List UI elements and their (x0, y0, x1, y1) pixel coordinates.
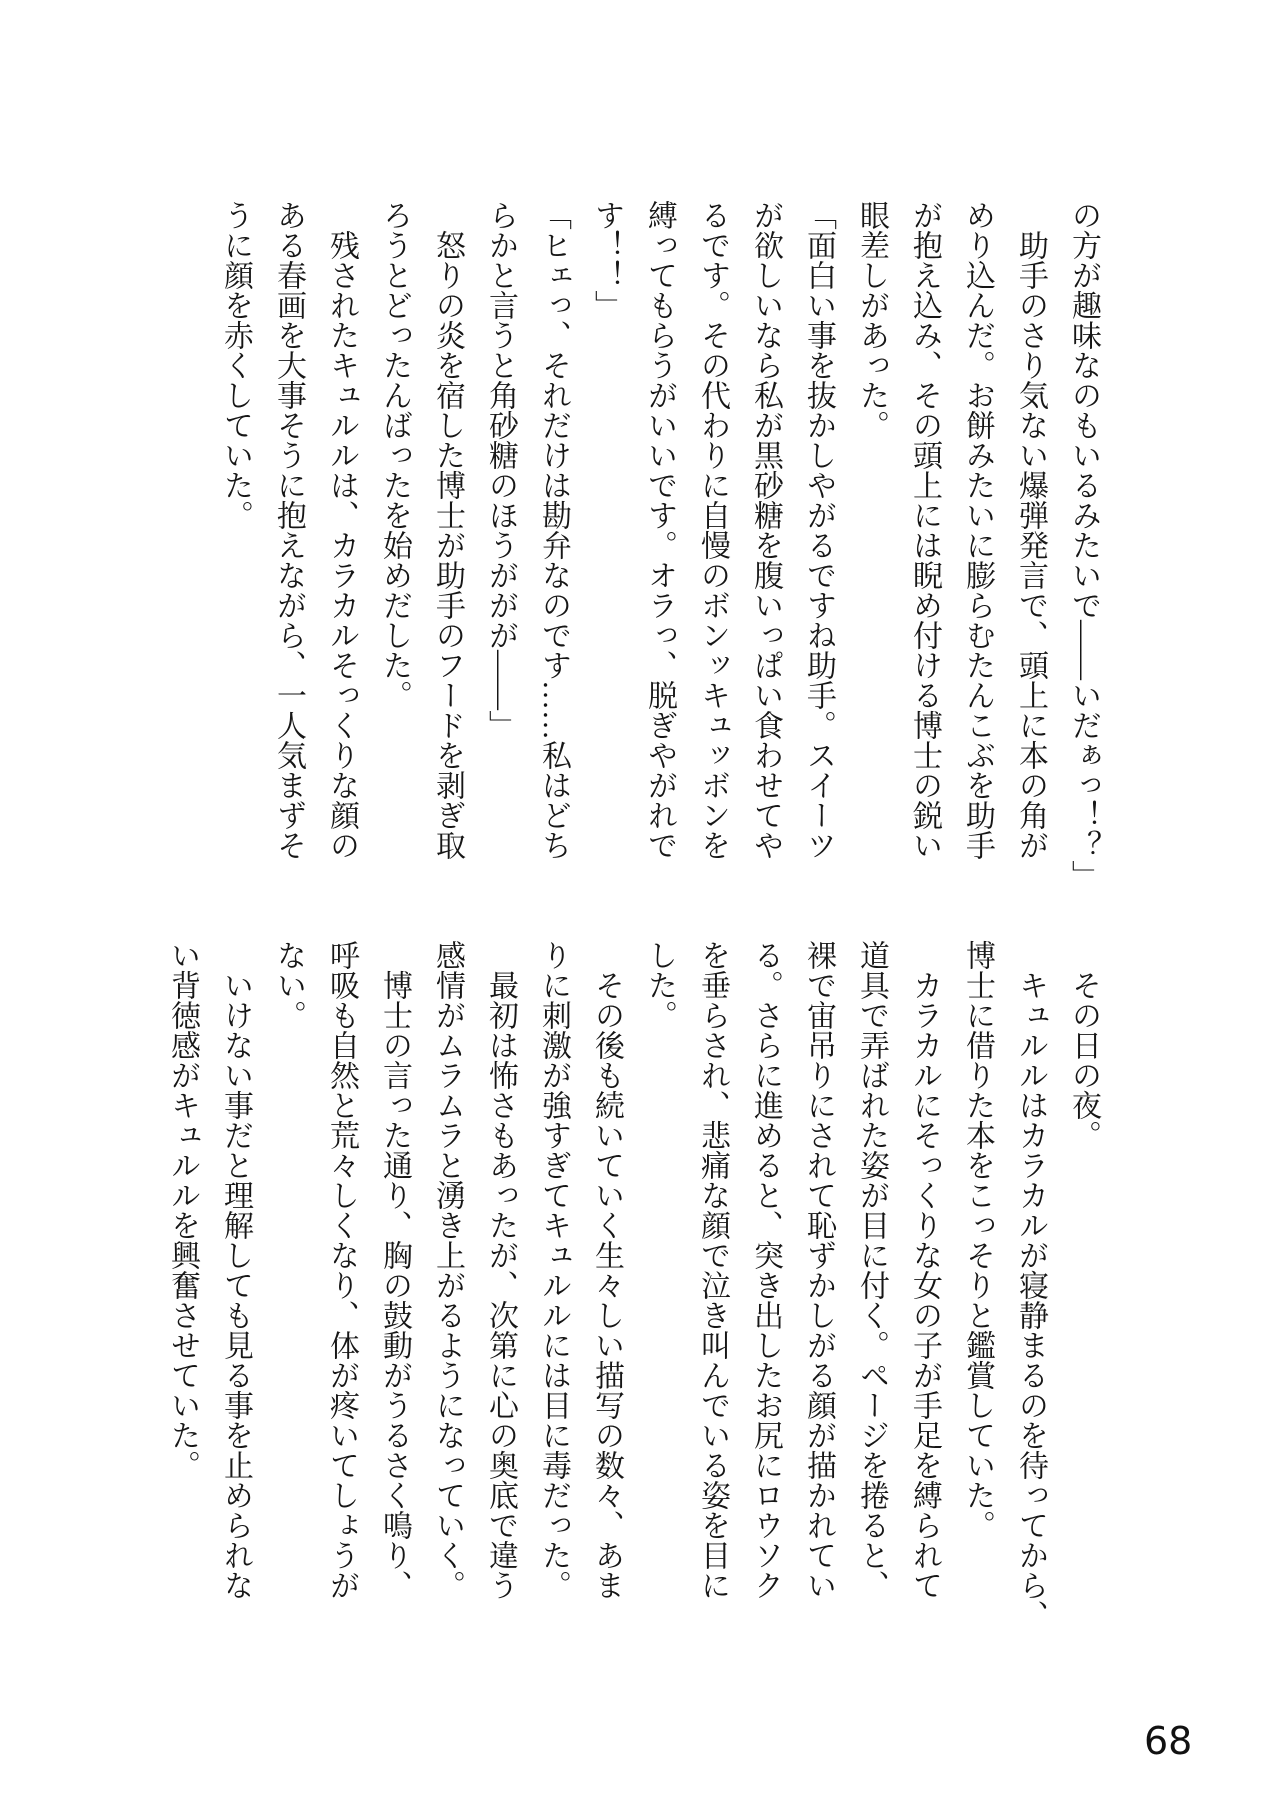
top-text-block (209, 200, 1110, 890)
text-line: 最初は怖さもあったが、次第に心の奥底で違う (484, 940, 517, 1600)
text-line: その日の夜。 (1067, 940, 1100, 1150)
text-line: 眼差しがあった。 (855, 200, 888, 440)
text-line: 助手のさり気ない爆弾発言で、頭上に本の角が (1014, 200, 1047, 860)
text-line: の方が趣味なのもいるみたいで――いだぁっ！？」 (1067, 200, 1100, 890)
text-line: 道具で弄ばれた姿が目に付く。ページを捲ると、 (855, 940, 888, 1600)
text-line: うに顔を赤くしていた。 (219, 200, 252, 530)
text-line: 博士の言った通り、胸の鼓動がうるさく鳴り、 (378, 940, 411, 1600)
text-line: 裸で宙吊りにされて恥ずかしがる顔が描かれてい (802, 940, 835, 1600)
text-line: る。さらに進めると、突き出したお尻にロウソク (749, 940, 782, 1600)
text-line: 呼吸も自然と荒々しくなり、体が疼いてしょうが (325, 940, 358, 1600)
text-line: を垂らされ、悲痛な顔で泣き叫んでいる姿を目に (696, 940, 729, 1600)
text-line: す！！」 (590, 200, 623, 320)
text-line: カラカルにそっくりな女の子が手足を縛られて (908, 940, 941, 1600)
text-line: りに刺激が強すぎてキュルルには目に毒だった。 (537, 940, 570, 1600)
text-line: るです。その代わりに自慢のボンッキュッボンを (696, 200, 729, 860)
bottom-text-block (156, 940, 1110, 1630)
page-number: 68 (1144, 1719, 1193, 1763)
text-line: 「ヒェっ、それだけは勘弁なのです……私はどち (537, 200, 570, 860)
text-line: 「面白い事を抜かしやがるですね助手。スイーツ (802, 200, 835, 860)
text-line: ない。 (272, 940, 305, 1030)
text-line: が欲しいなら私が黒砂糖を腹いっぱい食わせてや (749, 200, 782, 860)
text-line: ある春画を大事そうに抱えながら、一人気まずそ (272, 200, 305, 860)
text-line: 残されたキュルルは、カラカルそっくりな顔の (325, 200, 358, 860)
text-line: が抱え込み、その頭上には睨め付ける博士の鋭い (908, 200, 941, 860)
text-line: ろうとどったんばったを始めだした。 (378, 200, 411, 710)
text-line: した。 (643, 940, 676, 1030)
text-line: めり込んだ。お餅みたいに膨らむたんこぶを助手 (961, 200, 994, 860)
text-line: らかと言うと角砂糖のほうががが――」 (484, 200, 517, 740)
text-line: 縛ってもらうがいいです。オラっ、脱ぎやがれで (643, 200, 676, 860)
text-line: 感情がムラムラと湧き上がるようになっていく。 (431, 940, 464, 1600)
text-line: その後も続いていく生々しい描写の数々、あま (590, 940, 623, 1600)
text-line: 博士に借りた本をこっそりと鑑賞していた。 (961, 940, 994, 1540)
text-line: いけない事だと理解しても見る事を止められな (219, 940, 252, 1600)
text-line: い背徳感がキュルルを興奮させていた。 (166, 940, 199, 1480)
text-line: キュルルはカラカルが寝静まるのを待ってから、 (1014, 940, 1047, 1630)
text-line: 怒りの炎を宿した博士が助手のフードを剥ぎ取 (431, 200, 464, 860)
